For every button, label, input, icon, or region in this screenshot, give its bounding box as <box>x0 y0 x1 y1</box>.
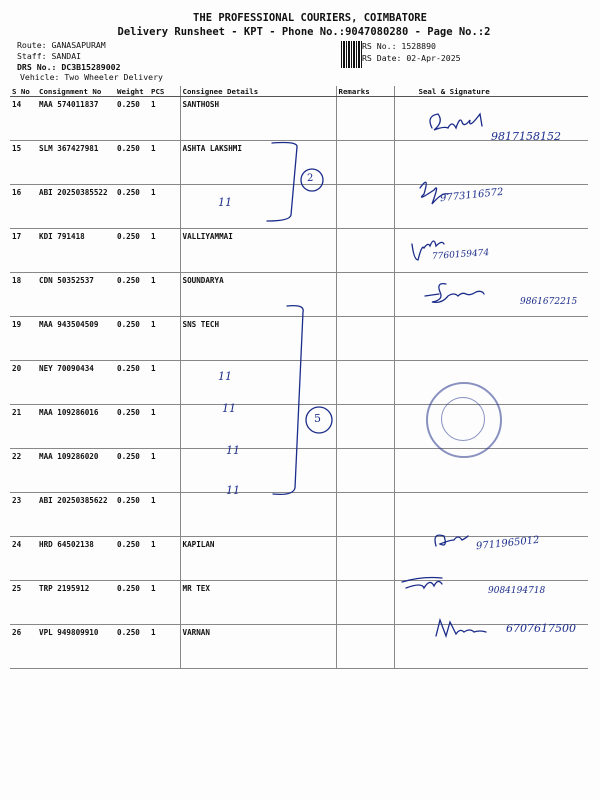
cell-weight: 0.250 <box>115 317 149 361</box>
cell-weight: 0.250 <box>115 493 149 537</box>
cell-sno: 22 <box>10 449 37 493</box>
col-signature: Seal & Signature <box>394 86 588 97</box>
cell-consignment-no: ABI 20250385622 <box>37 493 115 537</box>
cell-pcs: 1 <box>149 97 180 141</box>
cell-weight: 0.250 <box>115 185 149 229</box>
seal-inner-ring <box>441 397 485 441</box>
ditto-mark-21: 11 <box>222 402 236 415</box>
cell-consignment-no: NEY 70090434 <box>37 361 115 405</box>
cell-weight: 0.250 <box>115 581 149 625</box>
cell-consignee: VALLIYAMMAI <box>180 229 336 273</box>
cell-pcs: 1 <box>149 537 180 581</box>
ditto-mark-23: 11 <box>226 484 240 497</box>
circle-5-label: 5 <box>314 412 321 425</box>
cell-sno: 18 <box>10 273 37 317</box>
signature-6-phone: 9084194718 <box>488 586 546 596</box>
route-text: Route: GANASAPURAM <box>17 40 106 50</box>
cell-consignment-no: MAA 943504509 <box>37 317 115 361</box>
ditto-mark-20: 11 <box>218 370 232 383</box>
cell-sno: 21 <box>10 405 37 449</box>
cell-consignment-no: HRD 64502138 <box>37 537 115 581</box>
cell-consignment-no: SLM 367427981 <box>37 141 115 185</box>
cell-pcs: 1 <box>149 405 180 449</box>
ditto-mark-16: 11 <box>218 196 232 209</box>
signature-5-phone: 9711965012 <box>475 534 541 553</box>
col-consignee: Consignee Details <box>180 86 336 97</box>
signature-7 <box>436 620 486 636</box>
col-weight: Weight <box>115 86 149 97</box>
cell-consignee: MR TEX <box>180 581 336 625</box>
cell-sno: 26 <box>10 625 37 669</box>
cell-pcs: 1 <box>149 273 180 317</box>
signature-4-phone: 9861672215 <box>520 297 578 307</box>
cell-consignment-no: TRP 2195912 <box>37 581 115 625</box>
cell-pcs: 1 <box>149 361 180 405</box>
cell-consignment-no: MAA 109286016 <box>37 405 115 449</box>
cell-sno: 14 <box>10 97 37 141</box>
cell-pcs: 1 <box>149 229 180 273</box>
cell-sno: 16 <box>10 185 37 229</box>
signature-4 <box>425 284 484 303</box>
cell-sno: 15 <box>10 141 37 185</box>
signature-7-phone: 6707617500 <box>506 622 576 635</box>
cell-consignment-no: CDN 50352537 <box>37 273 115 317</box>
drs-text: DRS No.: DC3B15289002 <box>17 62 121 72</box>
cell-sno: 17 <box>10 229 37 273</box>
cell-pcs: 1 <box>149 581 180 625</box>
rs-date: RS Date: 02-Apr-2025 <box>362 53 461 63</box>
bracket-1 <box>267 143 297 222</box>
cell-weight: 0.250 <box>115 449 149 493</box>
signature-5 <box>435 535 468 546</box>
cell-consignee: KAPILAN <box>180 537 336 581</box>
cell-sno: 19 <box>10 317 37 361</box>
runsheet-subtitle: Delivery Runsheet - KPT - Phone No.:9047080280 - Page No.:2 <box>117 26 491 38</box>
staff-text: Staff: SANDAI <box>17 51 82 61</box>
cell-consignee: SOUNDARYA <box>180 273 336 317</box>
cell-sno: 20 <box>10 361 37 405</box>
col-remarks: Remarks <box>336 86 394 97</box>
cell-consignee: SANTHOSH <box>180 97 336 141</box>
cell-sno: 24 <box>10 537 37 581</box>
cell-consignment-no: MAA 574011837 <box>37 97 115 141</box>
vehicle-text: Vehicle: Two Wheeler Delivery <box>20 72 163 82</box>
cell-pcs: 1 <box>149 317 180 361</box>
cell-consignment-no: KDI 791418 <box>37 229 115 273</box>
cell-weight: 0.250 <box>115 405 149 449</box>
cell-weight: 0.250 <box>115 141 149 185</box>
bracket-2 <box>273 306 303 495</box>
col-pcs: PCS <box>149 86 180 97</box>
cell-pcs: 1 <box>149 625 180 669</box>
cell-pcs: 1 <box>149 449 180 493</box>
ditto-mark-22: 11 <box>226 444 240 457</box>
rs-number: RS No.: 1528890 <box>362 41 436 51</box>
col-consignment: Consignment No <box>37 86 115 97</box>
col-sno: S No <box>10 86 37 97</box>
cell-sno: 25 <box>10 581 37 625</box>
cell-weight: 0.250 <box>115 273 149 317</box>
signature-1 <box>430 114 482 130</box>
cell-consignee: VARNAN <box>180 625 336 669</box>
cell-sno: 23 <box>10 493 37 537</box>
signature-1-phone: 9817158152 <box>491 130 561 143</box>
cell-consignee: ASHTA LAKSHMI <box>180 141 336 185</box>
cell-weight: 0.250 <box>115 361 149 405</box>
signature-2-phone: 9773116572 <box>439 186 505 205</box>
cell-pcs: 1 <box>149 493 180 537</box>
cell-pcs: 1 <box>149 185 180 229</box>
cell-weight: 0.250 <box>115 97 149 141</box>
cell-weight: 0.250 <box>115 537 149 581</box>
circle-2-label: 2 <box>307 173 314 184</box>
signature-6 <box>402 578 442 589</box>
cell-consignee: SNS TECH <box>180 317 336 361</box>
cell-consignment-no: ABI 20250385522 <box>37 185 115 229</box>
cell-weight: 0.250 <box>115 625 149 669</box>
cell-consignment-no: VPL 949809910 <box>37 625 115 669</box>
signature-3-phone: 7760159474 <box>431 248 490 262</box>
cell-consignment-no: MAA 109286020 <box>37 449 115 493</box>
company-seal-stamp <box>426 382 502 458</box>
cell-weight: 0.250 <box>115 229 149 273</box>
company-title: THE PROFESSIONAL COURIERS, COIMBATORE <box>193 12 427 24</box>
cell-pcs: 1 <box>149 141 180 185</box>
